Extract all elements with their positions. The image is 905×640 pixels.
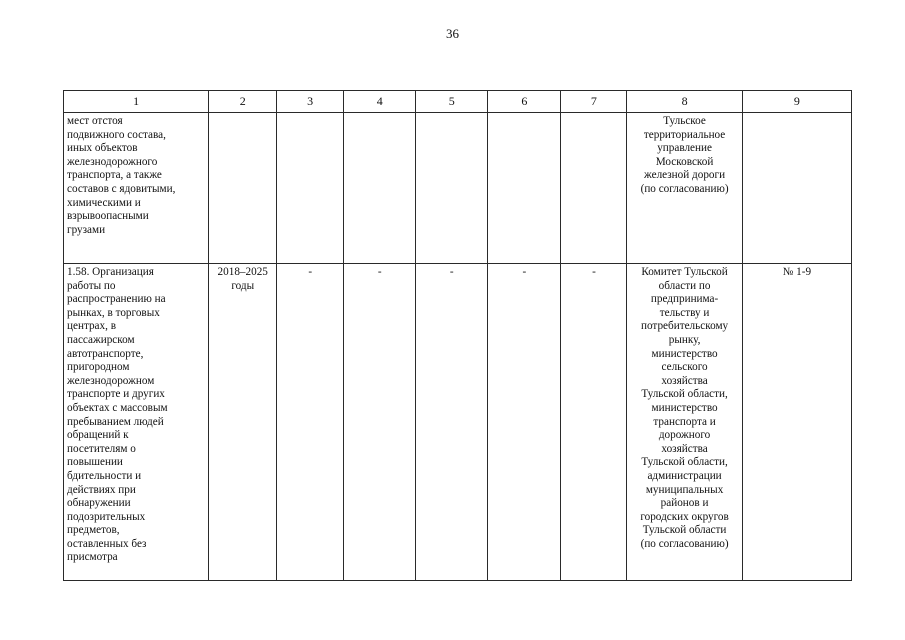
text-line: составов с ядовитыми, [67,182,176,195]
page-number: 36 [446,26,459,41]
text-line: повышении [67,456,123,469]
text-line: предпринима- [650,293,719,306]
header-col-5: 5 [416,91,488,113]
text-line: транспорте и других [67,388,165,401]
text-line: центрах, в [67,320,116,333]
text-line: дорожного [658,429,711,442]
header-col-8: 8 [627,91,742,113]
text-line: (по согласованию) [640,182,729,195]
header-col-3: 3 [277,91,344,113]
text-line: распространению на [67,293,166,306]
text-line: подозрительных [67,510,146,523]
text-line: хозяйства [661,442,708,455]
table-row [64,264,852,581]
value-cell: - [488,264,561,581]
responsible-cell [627,113,742,264]
text-line: муниципальных [645,483,724,496]
text-line: грузами [67,223,106,236]
value-cell [561,113,627,264]
text-line: мест отстоя [67,115,123,127]
header-col-9: 9 [742,91,851,113]
text-line: хозяйства [661,374,708,387]
header-col-2: 2 [209,91,277,113]
text-line: 2018–2025 [217,266,268,278]
text-line: работы по [67,279,116,292]
text-line: Комитет Тульской [641,266,728,278]
text-line: территориальное [643,128,726,141]
text-line: железнодорожном [67,374,155,387]
text-line: взрывоопасными [67,210,149,223]
text-line: обращений к [67,429,129,442]
value-cell [416,113,488,264]
text-line: годы [231,279,255,292]
text-line: пригородном [67,361,130,374]
text-line: пассажирском [67,333,135,346]
text-line: районов и [660,497,709,510]
measure-description-cell [64,113,209,264]
text-line: области по [658,279,711,292]
text-line: присмотра [67,551,118,564]
table-row [64,113,852,264]
text-line: Тульское [663,115,706,127]
text-line: Московской [655,155,714,168]
text-line: оставленных без [67,537,147,550]
indicator-cell: № 1-9 [742,264,851,581]
header-col-4: 4 [344,91,416,113]
text-line: Тульской области, [641,456,728,469]
text-line: предметов, [67,524,120,537]
text-line: сельского [661,361,708,374]
text-line: посетителям о [67,442,136,455]
header-col-7: 7 [561,91,627,113]
text-line: железнодорожного [67,155,158,168]
header-col-6: 6 [488,91,561,113]
text-line: железной дороги [644,169,726,182]
indicator-cell [742,113,851,264]
measure-description-cell [64,264,209,581]
text-line: управление [657,142,712,155]
text-line: подвижного состава, [67,128,166,141]
responsible-cell [627,264,742,581]
text-line: Тульской области [642,524,727,537]
header-col-1: 1 [64,91,209,113]
text-line: потребительскому [641,320,729,333]
period-cell [209,113,277,264]
text-line: пребыванием людей [67,415,164,428]
text-line: транспорта, а также [67,169,162,182]
text-line: 1.58. Организация [67,266,154,278]
text-line: бдительности и [67,469,142,482]
column-number-header-row [64,91,852,113]
text-line: иных объектов [67,142,138,155]
text-line: городских округов [640,510,729,523]
text-line: транспорта и [653,415,716,428]
value-cell [277,113,344,264]
value-cell: - [277,264,344,581]
text-line: рынках, в торговых [67,306,160,319]
period-cell [209,264,277,581]
text-line: тельству и [659,306,710,319]
text-line: химическими и [67,196,141,209]
text-line: рынку, [668,333,701,346]
value-cell [488,113,561,264]
value-cell: - [416,264,488,581]
text-line: объектах с массовым [67,401,168,414]
measures-table [63,90,852,581]
text-line: (по согласованию) [640,537,729,550]
value-cell: - [344,264,416,581]
text-line: министерство [651,401,718,414]
value-cell: - [561,264,627,581]
value-cell [344,113,416,264]
text-line: автотранспорте, [67,347,144,360]
text-line: министерство [651,347,718,360]
text-line: администрации [647,469,722,482]
text-line: обнаружении [67,497,131,510]
text-line: действиях при [67,483,136,496]
text-line: Тульской области, [641,388,728,401]
